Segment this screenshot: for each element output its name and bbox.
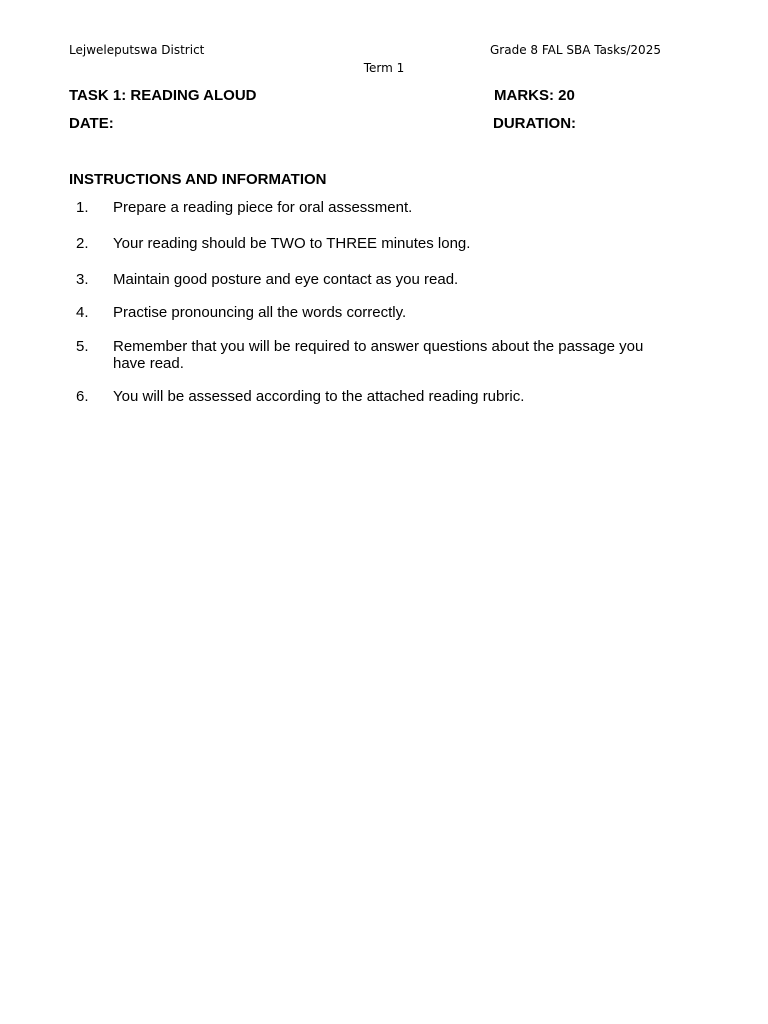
list-item-number: 4. xyxy=(76,304,89,321)
header-term: Term 1 xyxy=(363,61,405,75)
task-duration-label: DURATION: xyxy=(493,115,577,132)
list-item-number: 6. xyxy=(76,388,89,405)
header-grade-task: Grade 8 FAL SBA Tasks/2025 xyxy=(490,43,661,57)
task-marks: MARKS: 20 xyxy=(494,87,575,104)
list-item-number: 1. xyxy=(76,199,89,216)
list-item-text: You will be assessed according to the attached reading rubric. xyxy=(113,388,525,405)
list-item-number: 2. xyxy=(76,235,89,252)
list-item-text: Maintain good posture and eye contact as you read. xyxy=(113,271,459,288)
list-item-text: Remember that you will be required to answer questions about the passage you have read. xyxy=(113,338,644,372)
list-item-number: 5. xyxy=(76,338,89,355)
header-district: Lejweleputswa District xyxy=(69,43,205,57)
instructions-heading: INSTRUCTIONS AND INFORMATION xyxy=(69,171,327,188)
list-item-number: 3. xyxy=(76,271,89,288)
list-item-text: Your reading should be TWO to THREE minutes long. xyxy=(113,235,471,252)
list-item-text: Practise pronouncing all the words correctly. xyxy=(113,304,407,321)
list-item-text: Prepare a reading piece for oral assessment. xyxy=(113,199,413,216)
task-title: TASK 1: READING ALOUD xyxy=(69,87,257,104)
task-date-label: DATE: xyxy=(69,115,114,132)
